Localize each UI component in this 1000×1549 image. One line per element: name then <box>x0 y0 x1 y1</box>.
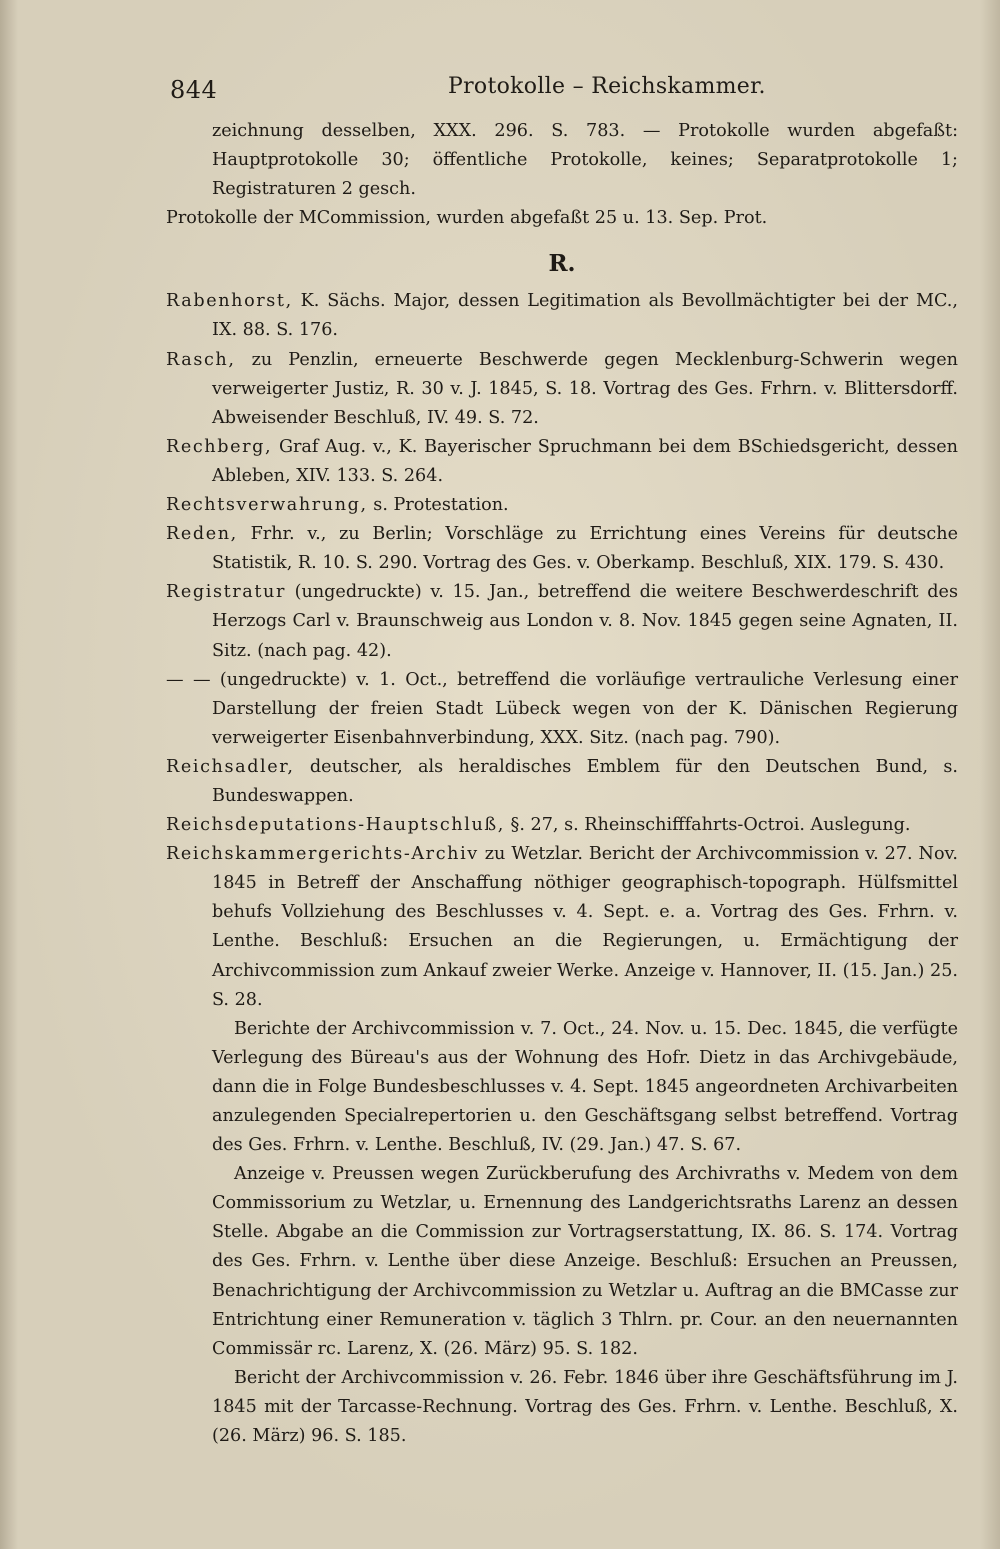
entry-text: K. Sächs. Major, dessen Legitimation als Bevollmächtigter bei der MC., IX. 88. S. 176. <box>212 291 958 341</box>
entry-text: zu Wetzlar. Bericht der Archivcommission v. 27. Nov. 1845 in Betreff der Anschaffung nöthiger geographisch-topograph. Hülfsmittel behufs Vollziehung des Beschlusses v. 4. Sept. e. a. Vortrag des Ges. Frhrn. v. Lenthe. Beschluß: Ersuchen an die Regierungen, u. Ermächtigung der Archivcommission zum Ankauf zweier Werke. Anzeige v. Hannover, II. (15. Jan.) 25. S. 28. <box>212 844 958 1010</box>
continuation-text: zeichnung desselben, XXX. 296. S. 783. — Protokolle wurden abgefaßt: Hauptprotokolle 30; öffentliche Protokolle, keines; Separatprotokolle 1; Registraturen 2 gesch. <box>212 121 958 200</box>
entry-text: zu Penzlin, erneuerte Beschwerde gegen Mecklenburg-Schwerin wegen verweigerter Justiz, R. 30 v. J. 1845, S. 18. Vortrag des Ges. Frhrn. v. Blittersdorff. Abweisender Beschluß, IV. 49. S. 72. <box>212 349 958 428</box>
index-entry <box>166 753 958 811</box>
continuation-paragraph <box>166 204 958 233</box>
index-entry <box>166 666 958 753</box>
entry-text: deutscher, als heraldisches Emblem für den Deutschen Bund, s. Bundeswappen. <box>212 756 958 806</box>
entry-headword: Reichsdeputations-Hauptschluß, <box>166 815 505 836</box>
continuation-paragraph <box>166 117 958 204</box>
entry-text: §. 27, s. Rheinschifffahrts-Octroi. Auslegung. <box>504 815 911 836</box>
entry-text: s. Protestation. <box>367 495 509 516</box>
index-entry <box>166 346 958 433</box>
index-entry <box>166 491 958 520</box>
entry-headword: Reichskammergerichts-Archiv <box>166 844 479 865</box>
index-entry <box>166 578 958 665</box>
entry-text: (ungedruckte) v. 1. Oct., betreffend die vorläufige vertrauliche Verlesung einer Darstellung der freien Stadt Lübeck wegen von der K. Dänischen Regierung verweigerter Eisenbahnverbindung, XXX. Sitz. (nach pag. 790). <box>210 669 959 748</box>
entry-headword: Reichsadler, <box>166 756 295 777</box>
sub-paragraph: Bericht der Archivcommission v. 26. Febr. 1846 über ihre Geschäftsführung im J. 1845 mit der Tarcasse-Rechnung. Vortrag des Ges. Frhrn. v. Lenthe. Beschluß, X. (26. März) 96. S. 185. <box>212 1367 958 1447</box>
section-letter: R. <box>548 250 576 278</box>
entry-headword: Rabenhorst, <box>166 291 293 312</box>
sub-paragraph: Berichte der Archivcommission v. 7. Oct., 24. Nov. u. 15. Dec. 1845, die verfügte Verlegung des Büreau's aus der Wohnung des Hofr. Dietz in das Archivgebäude, dann die in Folge Bundesbeschlusses v. 4. Sept. 1845 angeordneten Archivarbeiten anzulegenden Specialrepertorien u. den Geschäftsgang selbst betreffend. Vortrag des Ges. Frhrn. v. Lenthe. Beschluß, IV. (29. Jan.) 47. S. 67. <box>212 1018 958 1156</box>
entry-headword: Rechtsverwahrung, <box>166 495 368 516</box>
page-header <box>170 70 960 110</box>
index-text <box>166 117 958 1451</box>
index-entry <box>166 433 958 491</box>
entry-headword: — — <box>166 669 211 690</box>
running-title: Protokolle – Reichskammer. <box>448 74 766 99</box>
index-entry <box>166 520 958 578</box>
continuation-text: Protokolle der MCommission, wurden abgefaßt 25 u. 13. Sep. Prot. <box>166 208 768 229</box>
entry-headword: Reden, <box>166 524 238 545</box>
entry-text: (ungedruckte) v. 15. Jan., betreffend die weitere Beschwerdeschrift des Herzogs Carl v. Braunschweig aus London v. 8. Nov. 1845 gegen seine Agnaten, II. Sitz. (nach pag. 42). <box>212 582 958 661</box>
index-entry <box>166 811 958 840</box>
page-number: 844 <box>170 76 218 104</box>
entry-headword: Registratur <box>166 582 286 603</box>
entry-text: Frhr. v., zu Berlin; Vorschläge zu Errichtung eines Vereins für deutsche Statistik, R. 10. S. 290. Vortrag des Ges. v. Oberkamp. Beschluß, XIX. 179. S. 430. <box>212 524 958 574</box>
sub-paragraph: Anzeige v. Preussen wegen Zurückberufung des Archivraths v. Medem von dem Commissorium zu Wetzlar, u. Ernennung des Landgerichtsraths Larenz an dessen Stelle. Abgabe an die Commission zur Vortragserstattung, IX. 86. S. 174. Vortrag des Ges. Frhrn. v. Lenthe über diese Anzeige. Beschluß: Ersuchen an Preussen, Benachrichtigung der Archivcommission zu Wetzlar u. Auftrag an die BMCasse zur Entrichtung einer Remuneration v. täglich 3 Thlrn. pr. Cour. an den neuernannten Commissär rc. Larenz, X. (26. März) 95. S. 182. <box>212 1164 958 1359</box>
index-entry <box>166 287 958 345</box>
entry-headword: Rasch, <box>166 349 236 370</box>
entry-headword: Rechberg, <box>166 436 273 457</box>
index-entry <box>166 840 958 1015</box>
entry-text: Graf Aug. v., K. Bayerischer Spruchmann bei dem BSchiedsgericht, dessen Ableben, XIV. 133. S. 264. <box>212 436 958 486</box>
